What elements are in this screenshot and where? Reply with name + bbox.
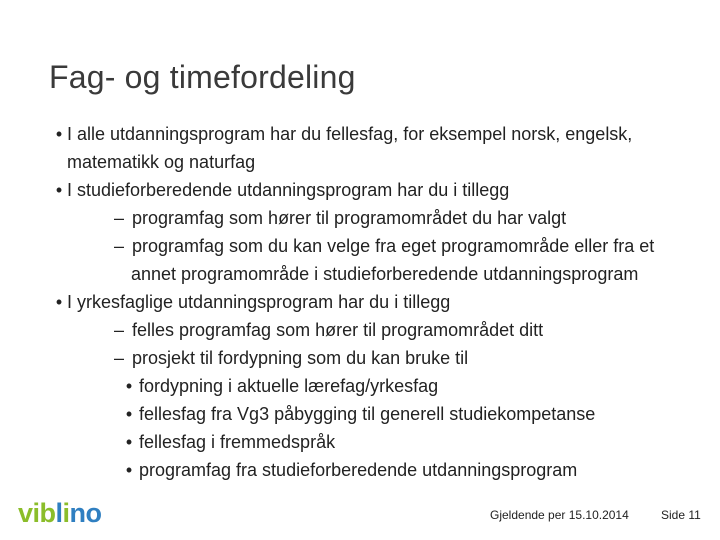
dash-marker: – <box>113 236 124 256</box>
list-subsubitem <box>30 400 710 428</box>
list-item-text: I alle utdanningsprogram har du fellesfag, for eksempel norsk, engelsk, <box>67 124 633 144</box>
dash-marker: – <box>113 208 124 228</box>
bullet-marker: • <box>55 292 63 312</box>
list-subsubitem <box>30 456 710 484</box>
list-subsubitem <box>30 372 710 400</box>
footer-date: Gjeldende per 15.10.2014 <box>490 508 629 522</box>
viblino-logo <box>18 498 102 529</box>
bullet-marker: • <box>125 460 133 480</box>
list-item-text: programfag som hører til programområdet du har valgt <box>132 208 567 228</box>
list-item-text: programfag som du kan velge fra eget programområde eller fra et <box>132 236 655 256</box>
list-item-text: fordypning i aktuelle lærefag/yrkesfag <box>139 376 439 396</box>
dash-marker: – <box>113 320 124 340</box>
list-subitem <box>30 204 710 232</box>
list-item-text: prosjekt til fordypning som du kan bruke til <box>132 348 469 368</box>
list-item-continuation <box>30 148 710 176</box>
list-item-text: programfag fra studieforberedende utdanningsprogram <box>139 460 578 480</box>
slide-title: Fag- og timefordeling <box>49 59 356 96</box>
logo-text-part: vib <box>18 498 56 528</box>
list-item-text: felles programfag som hører til programområdet ditt <box>132 320 544 340</box>
list-item-text: annet programområde i studieforberedende utdanningsprogram <box>131 264 639 284</box>
logo-text-part: no <box>69 498 102 528</box>
bullet-list <box>30 120 710 484</box>
bullet-marker: • <box>55 124 63 144</box>
list-item-text: fellesfag i fremmedspråk <box>139 432 336 452</box>
list-item-text: matematikk og naturfag <box>67 152 256 172</box>
list-item-text: I studieforberedende utdanningsprogram har du i tillegg <box>67 180 510 200</box>
bullet-marker: • <box>55 180 63 200</box>
list-item-text: I yrkesfaglige utdanningsprogram har du i tillegg <box>67 292 451 312</box>
dash-marker: – <box>113 348 124 368</box>
bullet-marker: • <box>125 404 133 424</box>
logo-text-part: i <box>62 498 70 528</box>
list-subitem <box>30 316 710 344</box>
list-subitem-continuation <box>30 260 710 288</box>
list-item <box>30 176 710 204</box>
list-subitem <box>30 344 710 372</box>
bullet-marker: • <box>125 376 133 396</box>
list-item-text: fellesfag fra Vg3 påbygging til generell studiekompetanse <box>139 404 596 424</box>
bullet-marker: • <box>125 432 133 452</box>
logo-text-part: l <box>55 498 63 528</box>
page-number: Side 11 <box>661 508 701 522</box>
list-item <box>30 120 710 148</box>
list-subitem <box>30 232 710 260</box>
list-item <box>30 288 710 316</box>
list-subsubitem <box>30 428 710 456</box>
